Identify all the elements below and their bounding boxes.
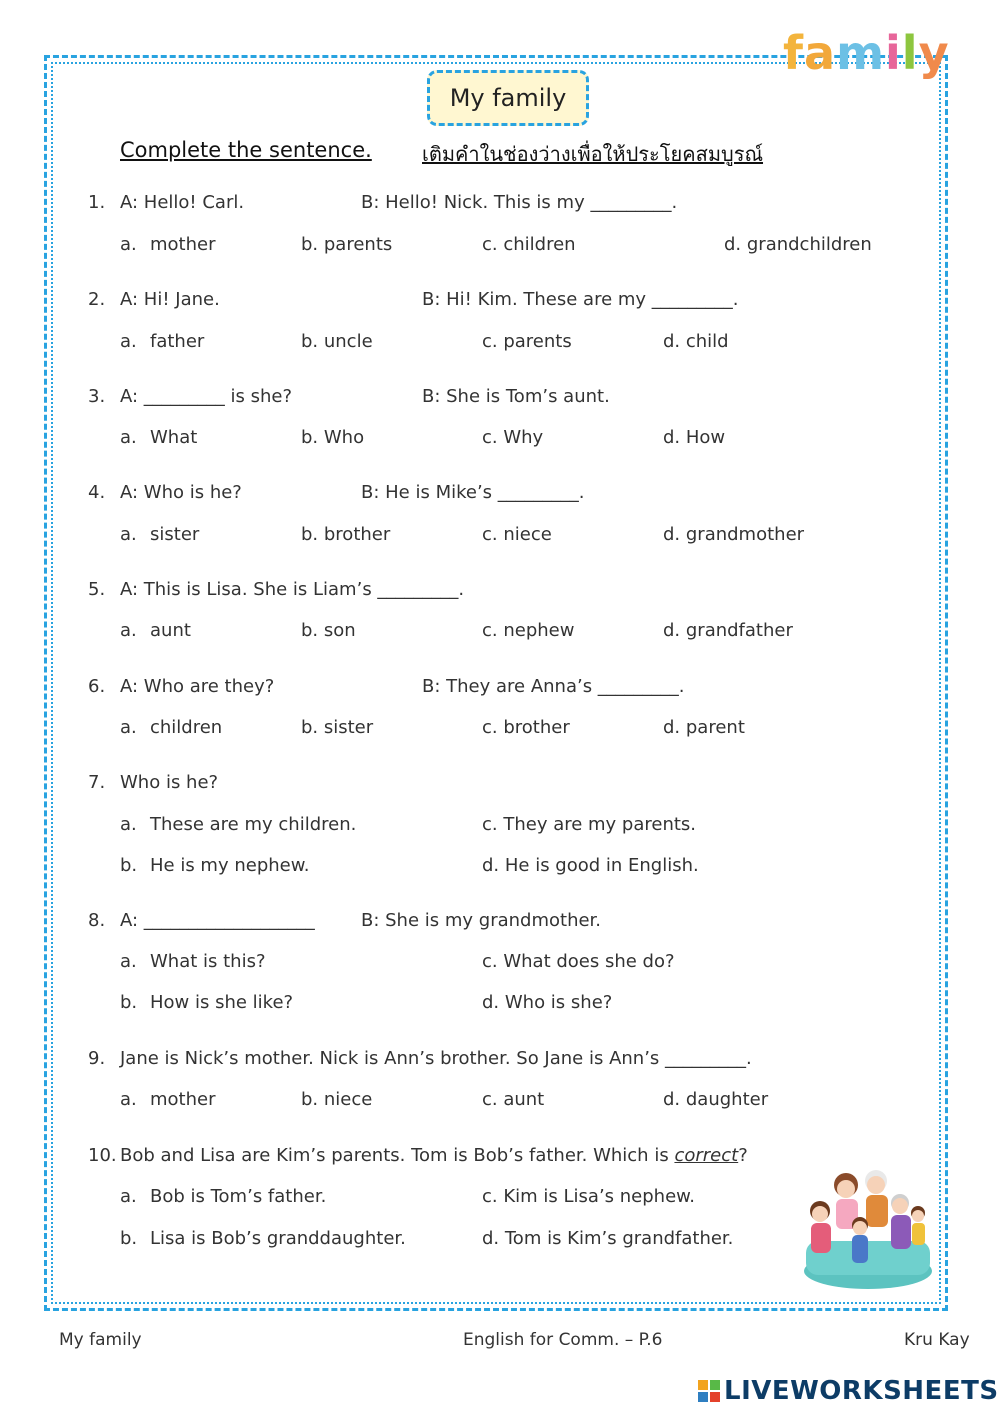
option-a[interactable]: mother	[150, 1089, 216, 1110]
footer-left: My family	[59, 1330, 142, 1350]
option-letter: a.	[120, 1089, 137, 1110]
option-b[interactable]: b. uncle	[301, 331, 373, 352]
option-letter: a.	[120, 524, 137, 545]
option-letter: a.	[120, 427, 137, 448]
question-prompt-a: A: This is Lisa. She is Liam’s _________.	[120, 579, 465, 600]
question-number: 10.	[88, 1145, 117, 1166]
question-prompt-b: B: Hi! Kim. These are my _________.	[422, 289, 739, 310]
question-prompt-b: B: She is my grandmother.	[361, 910, 602, 931]
family-illustration	[796, 1163, 936, 1291]
question-number: 8.	[88, 910, 106, 931]
option-letter: a.	[120, 234, 137, 255]
option-b[interactable]: Lisa is Bob’s granddaughter.	[150, 1228, 406, 1249]
question-prompt-a: A: _________ is she?	[120, 386, 293, 407]
question-prompt-a	[120, 1145, 748, 1166]
instruction-english: Complete the sentence.	[120, 138, 372, 162]
page-title: My family	[427, 70, 589, 126]
option-d[interactable]: d. Tom is Kim’s grandfather.	[482, 1228, 734, 1249]
question-prompt-b: B: He is Mike’s _________.	[361, 482, 585, 503]
question-number: 3.	[88, 386, 106, 407]
option-a[interactable]: Bob is Tom’s father.	[150, 1186, 327, 1207]
question-prompt-b: B: They are Anna’s _________.	[422, 676, 685, 697]
option-c[interactable]: c. nephew	[482, 620, 575, 641]
option-c[interactable]: c. What does she do?	[482, 951, 675, 972]
option-c[interactable]: c. children	[482, 234, 576, 255]
question-number: 7.	[88, 772, 106, 793]
option-letter: b.	[120, 855, 138, 876]
question-number: 5.	[88, 579, 106, 600]
option-b[interactable]: b. son	[301, 620, 356, 641]
option-d[interactable]: d. Who is she?	[482, 992, 613, 1013]
question-prompt-a: A: Who is he?	[120, 482, 242, 503]
liveworksheets-brand[interactable]	[698, 1376, 999, 1406]
option-d[interactable]: d. parent	[663, 717, 745, 738]
question-prompt-b: B: Hello! Nick. This is my _________.	[361, 192, 678, 213]
option-c[interactable]: c. niece	[482, 524, 552, 545]
option-a[interactable]: What	[150, 427, 198, 448]
option-d[interactable]: d. daughter	[663, 1089, 769, 1110]
option-letter: b.	[120, 992, 138, 1013]
option-a[interactable]: These are my children.	[150, 814, 357, 835]
option-letter: a.	[120, 814, 137, 835]
option-d[interactable]: d. grandfather	[663, 620, 793, 641]
option-d[interactable]: d. grandchildren	[724, 234, 872, 255]
question-prompt-a: Jane is Nick’s mother. Nick is Ann’s brother. So Jane is Ann’s _________.	[120, 1048, 752, 1069]
option-c[interactable]: c. They are my parents.	[482, 814, 697, 835]
option-a[interactable]: children	[150, 717, 223, 738]
option-d[interactable]: d. child	[663, 331, 729, 352]
option-a[interactable]: sister	[150, 524, 200, 545]
question-prompt-a: A: Hi! Jane.	[120, 289, 220, 310]
option-b[interactable]: He is my nephew.	[150, 855, 310, 876]
question-prompt-text: Bob and Lisa are Kim’s parents. Tom is Bob’s father. Which is	[120, 1145, 669, 1166]
option-c[interactable]: c. brother	[482, 717, 570, 738]
option-letter: a.	[120, 1186, 137, 1207]
option-c[interactable]: c. parents	[482, 331, 572, 352]
question-prompt-a: A: Who are they?	[120, 676, 275, 697]
question-prompt-b: B: She is Tom’s aunt.	[422, 386, 610, 407]
option-letter: a.	[120, 951, 137, 972]
emphasis-word: correct	[674, 1145, 739, 1166]
option-b[interactable]: b. niece	[301, 1089, 373, 1110]
option-b[interactable]: How is she like?	[150, 992, 294, 1013]
question-prompt-a: A: ___________________	[120, 910, 315, 931]
option-letter: a.	[120, 331, 137, 352]
option-b[interactable]: b. Who	[301, 427, 365, 448]
question-prompt-a: A: Hello! Carl.	[120, 192, 245, 213]
family-logo: family	[783, 26, 950, 80]
option-a[interactable]: What is this?	[150, 951, 266, 972]
footer-right: Kru Kay	[904, 1330, 970, 1350]
brand-text: LIVEWORKSHEETS	[724, 1376, 999, 1406]
question-number: 2.	[88, 289, 106, 310]
footer-center: English for Comm. – P.6	[463, 1330, 663, 1350]
option-letter: a.	[120, 620, 137, 641]
question-number: 1.	[88, 192, 106, 213]
option-letter: a.	[120, 717, 137, 738]
option-a[interactable]: father	[150, 331, 205, 352]
question-mark: ?	[738, 1145, 748, 1166]
option-b[interactable]: b. brother	[301, 524, 391, 545]
option-c[interactable]: c. Kim is Lisa’s nephew.	[482, 1186, 695, 1207]
instruction-thai: เติมคำในช่องว่างเพื่อให้ประโยคสมบูรณ์	[422, 142, 764, 166]
option-d[interactable]: d. grandmother	[663, 524, 805, 545]
question-number: 4.	[88, 482, 106, 503]
question-prompt-a: Who is he?	[120, 772, 219, 793]
option-a[interactable]: mother	[150, 234, 216, 255]
option-d[interactable]: d. How	[663, 427, 726, 448]
liveworksheets-logo-icon	[698, 1380, 720, 1402]
option-c[interactable]: c. Why	[482, 427, 544, 448]
question-number: 9.	[88, 1048, 106, 1069]
option-letter: b.	[120, 1228, 138, 1249]
option-b[interactable]: b. sister	[301, 717, 374, 738]
option-c[interactable]: c. aunt	[482, 1089, 545, 1110]
option-d[interactable]: d. He is good in English.	[482, 855, 699, 876]
option-b[interactable]: b. parents	[301, 234, 393, 255]
option-a[interactable]: aunt	[150, 620, 191, 641]
question-number: 6.	[88, 676, 106, 697]
